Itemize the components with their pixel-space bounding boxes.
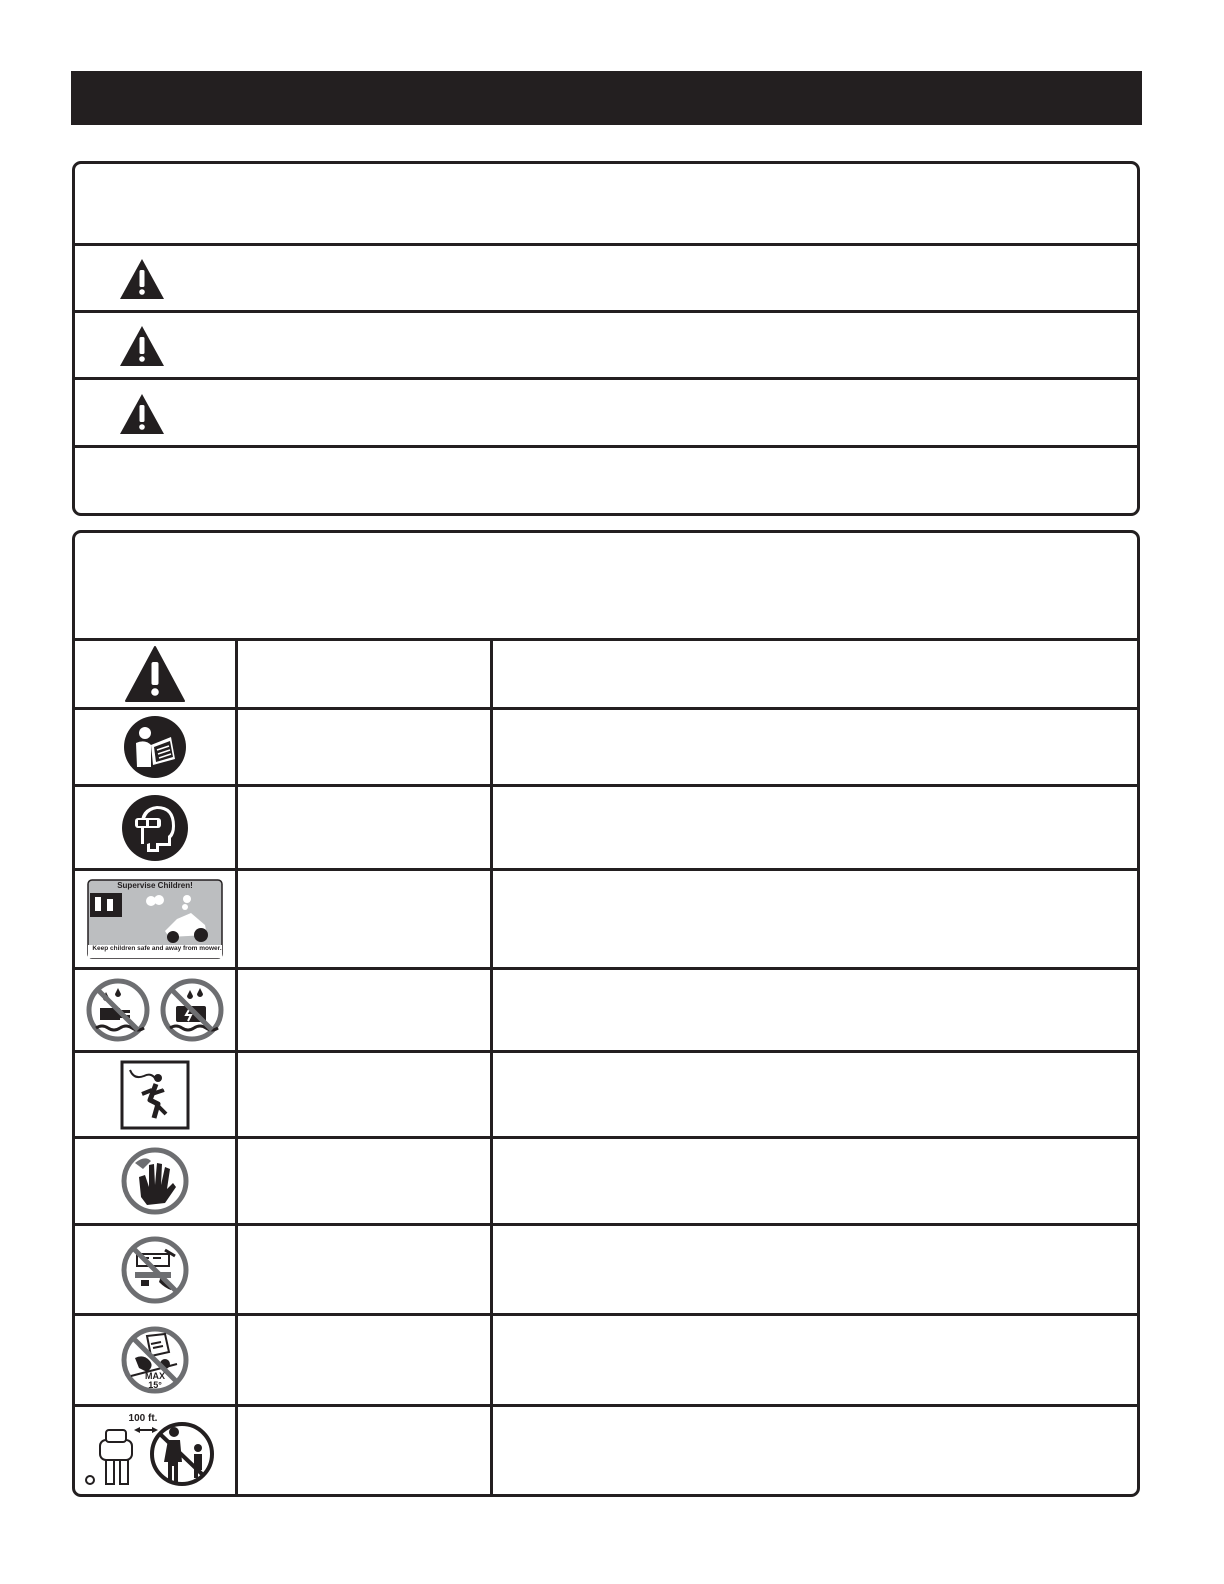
symbol-term (238, 1407, 490, 1497)
signal-words-panel (72, 161, 1140, 516)
symbols-table-panel (72, 530, 1140, 1497)
symbol-row (75, 970, 1137, 1050)
safety-alert-triangle-icon (119, 258, 165, 305)
signal-word-row (75, 380, 1137, 445)
symbol-term (238, 1226, 490, 1313)
max-slope-icon (75, 1316, 235, 1404)
symbol-term (238, 710, 490, 784)
symbol-row (75, 871, 1137, 967)
signal-words-intro (75, 164, 1137, 243)
symbol-row (75, 1407, 1137, 1497)
electrical-shock-icon (75, 1053, 235, 1136)
symbol-meaning (493, 1407, 1137, 1497)
symbol-row (75, 1053, 1137, 1136)
safety-alert-triangle-icon (119, 325, 165, 372)
decal-bottom-text: Keep children safe and away from mower. (92, 945, 222, 952)
symbols-intro (75, 533, 1137, 638)
max-slope-label: MAX 15° (145, 1371, 165, 1390)
symbol-row (75, 1226, 1137, 1313)
decal-top-text: Supervise Children! (117, 881, 193, 890)
signal-word-row (75, 313, 1137, 377)
symbol-term (238, 641, 490, 707)
symbol-term (238, 1139, 490, 1223)
symbol-meaning (493, 710, 1137, 784)
symbol-meaning (493, 871, 1137, 967)
wear-gloves-icon (75, 1139, 235, 1223)
signal-word-row (75, 246, 1137, 310)
safety-alert-triangle-icon (119, 393, 165, 440)
symbol-meaning (493, 1316, 1137, 1404)
symbol-term (238, 787, 490, 868)
symbol-meaning (493, 641, 1137, 707)
symbol-term (238, 871, 490, 967)
no-wet-conditions-icon (75, 970, 235, 1050)
symbol-row (75, 710, 1137, 784)
no-hands-near-blade-icon (75, 1226, 235, 1313)
section-header-bar (71, 71, 1142, 125)
symbol-row (75, 1139, 1137, 1223)
symbol-meaning (493, 970, 1137, 1050)
symbol-meaning (493, 787, 1137, 868)
symbol-row (75, 641, 1137, 707)
symbol-row (75, 787, 1137, 868)
symbol-term (238, 970, 490, 1050)
safety-alert-triangle-icon (75, 641, 235, 707)
symbol-term (238, 1316, 490, 1404)
read-manual-icon (75, 710, 235, 784)
symbol-row (75, 1316, 1137, 1404)
distance-label: 100 ft. (128, 1413, 158, 1424)
signal-words-footer (75, 448, 1137, 513)
symbol-meaning (493, 1053, 1137, 1136)
symbol-term (238, 1053, 490, 1136)
symbol-meaning (493, 1139, 1137, 1223)
eye-protection-icon (75, 787, 235, 868)
symbol-meaning (493, 1226, 1137, 1313)
